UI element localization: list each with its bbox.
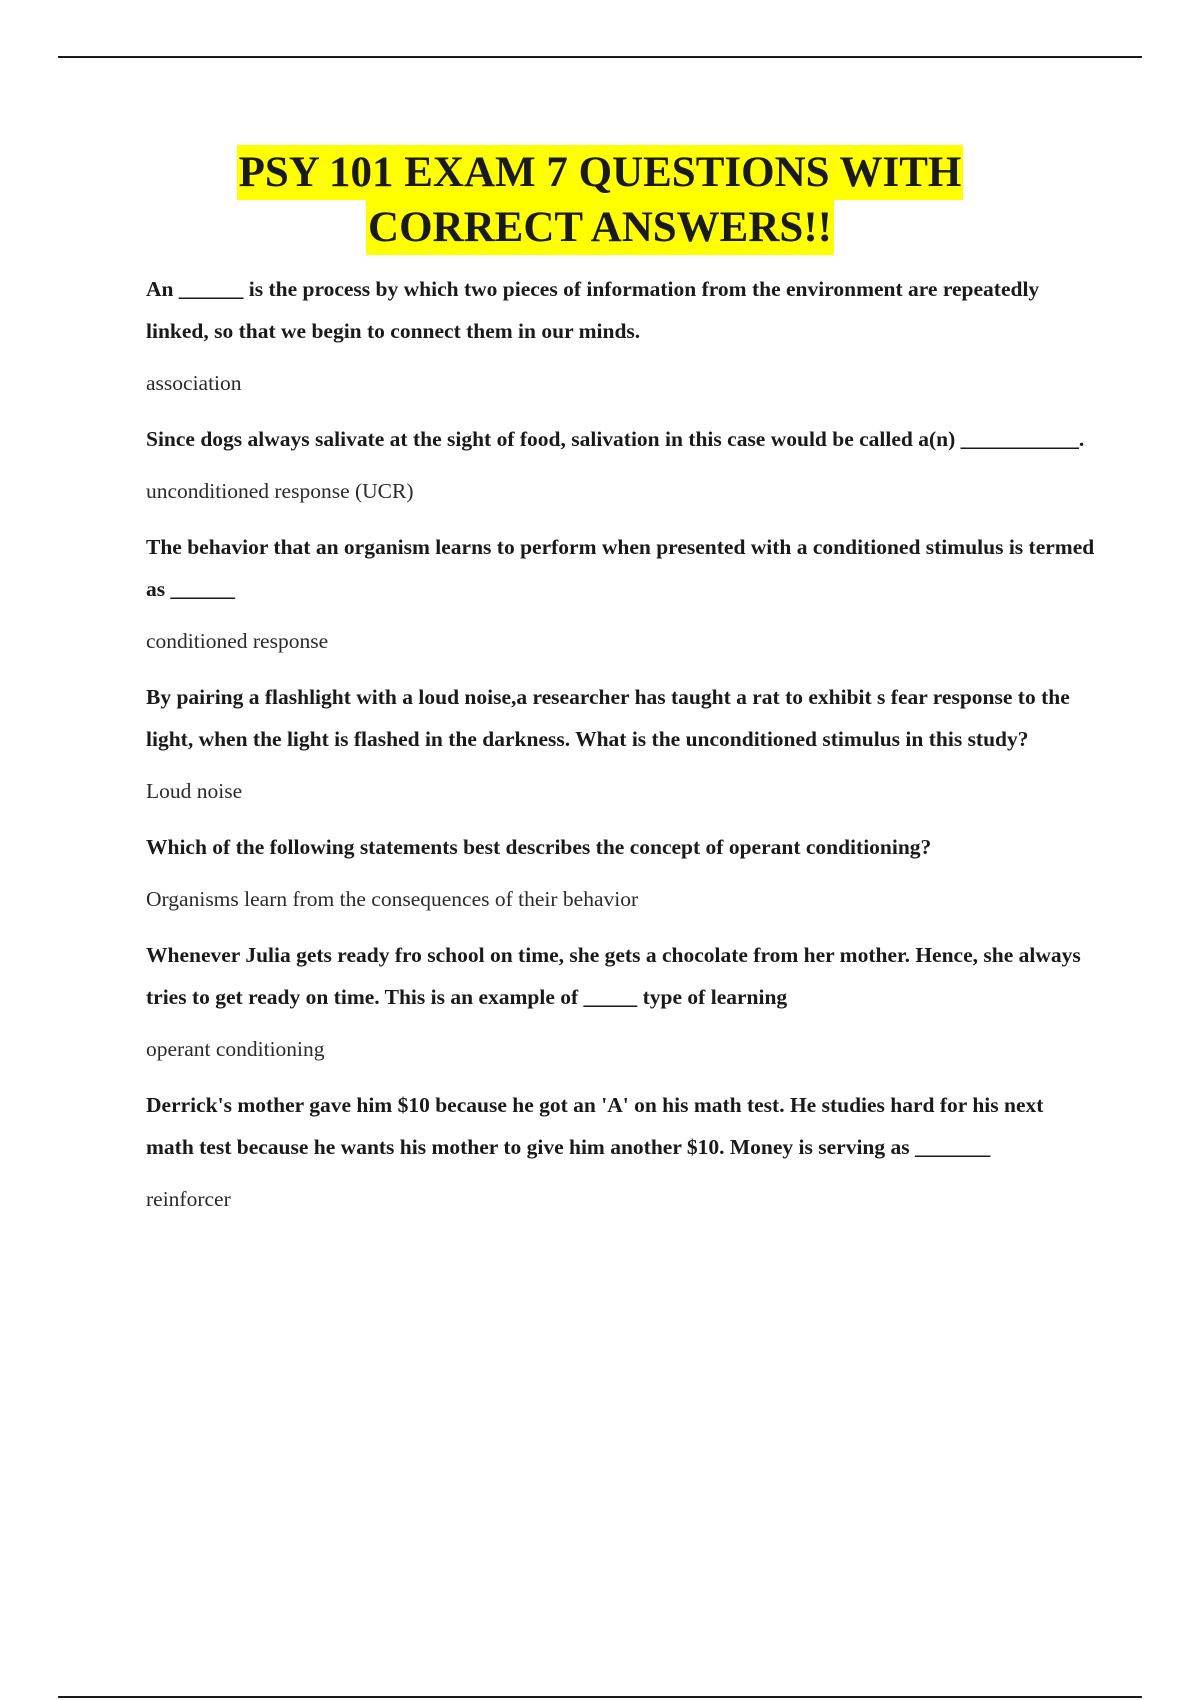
question-1: An ______ is the process by which two pieces of information from the environment are repeatedly linked, so that we begin to connect them in our minds. — [146, 277, 1040, 343]
question-4: By pairing a flashlight with a loud noise,a researcher has taught a rat to exhibit s fear response to the light, when the light is flashed in the darkness. What is the unconditioned stimulus in this study? — [146, 685, 1070, 751]
question-6: Whenever Julia gets ready fro school on time, she gets a chocolate from her mother. Hence, she always tries to get ready on time. This is an example of _____ type of learning — [146, 943, 1081, 1009]
answer-2: unconditioned response (UCR) — [146, 479, 414, 503]
answer-5: Organisms learn from the consequences of their behavior — [146, 887, 639, 911]
answer-7: reinforcer — [146, 1187, 231, 1211]
question-3: The behavior that an organism learns to perform when presented with a conditioned stimulus is termed as ______ — [146, 535, 1095, 601]
question-2: Since dogs always salivate at the sight of food, salivation in this case would be called a(n) ___________. — [146, 427, 1085, 451]
top-rule — [58, 56, 1142, 58]
qa-item-1 — [146, 268, 1096, 404]
qa-item-7 — [146, 1084, 1096, 1220]
qa-item-5 — [146, 826, 1096, 920]
qa-item-4 — [146, 676, 1096, 812]
qa-list — [146, 268, 1096, 1234]
qa-item-2 — [146, 418, 1096, 512]
answer-1: association — [146, 371, 242, 395]
qa-item-3 — [146, 526, 1096, 662]
answer-3: conditioned response — [146, 629, 329, 653]
qa-item-6 — [146, 934, 1096, 1070]
title-line-1: PSY 101 EXAM 7 QUESTIONS WITH — [237, 145, 964, 200]
question-7: Derrick's mother gave him $10 because he got an 'A' on his math test. He studies hard for his next math test because he wants his mother to give him another $10. Money is serving as _______ — [146, 1093, 1044, 1159]
title-line-2: CORRECT ANSWERS!! — [366, 200, 834, 255]
answer-6: operant conditioning — [146, 1037, 325, 1061]
document-title — [0, 145, 1200, 255]
answer-4: Loud noise — [146, 779, 243, 803]
bottom-rule — [58, 1696, 1142, 1698]
question-5: Which of the following statements best describes the concept of operant conditioning? — [146, 835, 932, 859]
